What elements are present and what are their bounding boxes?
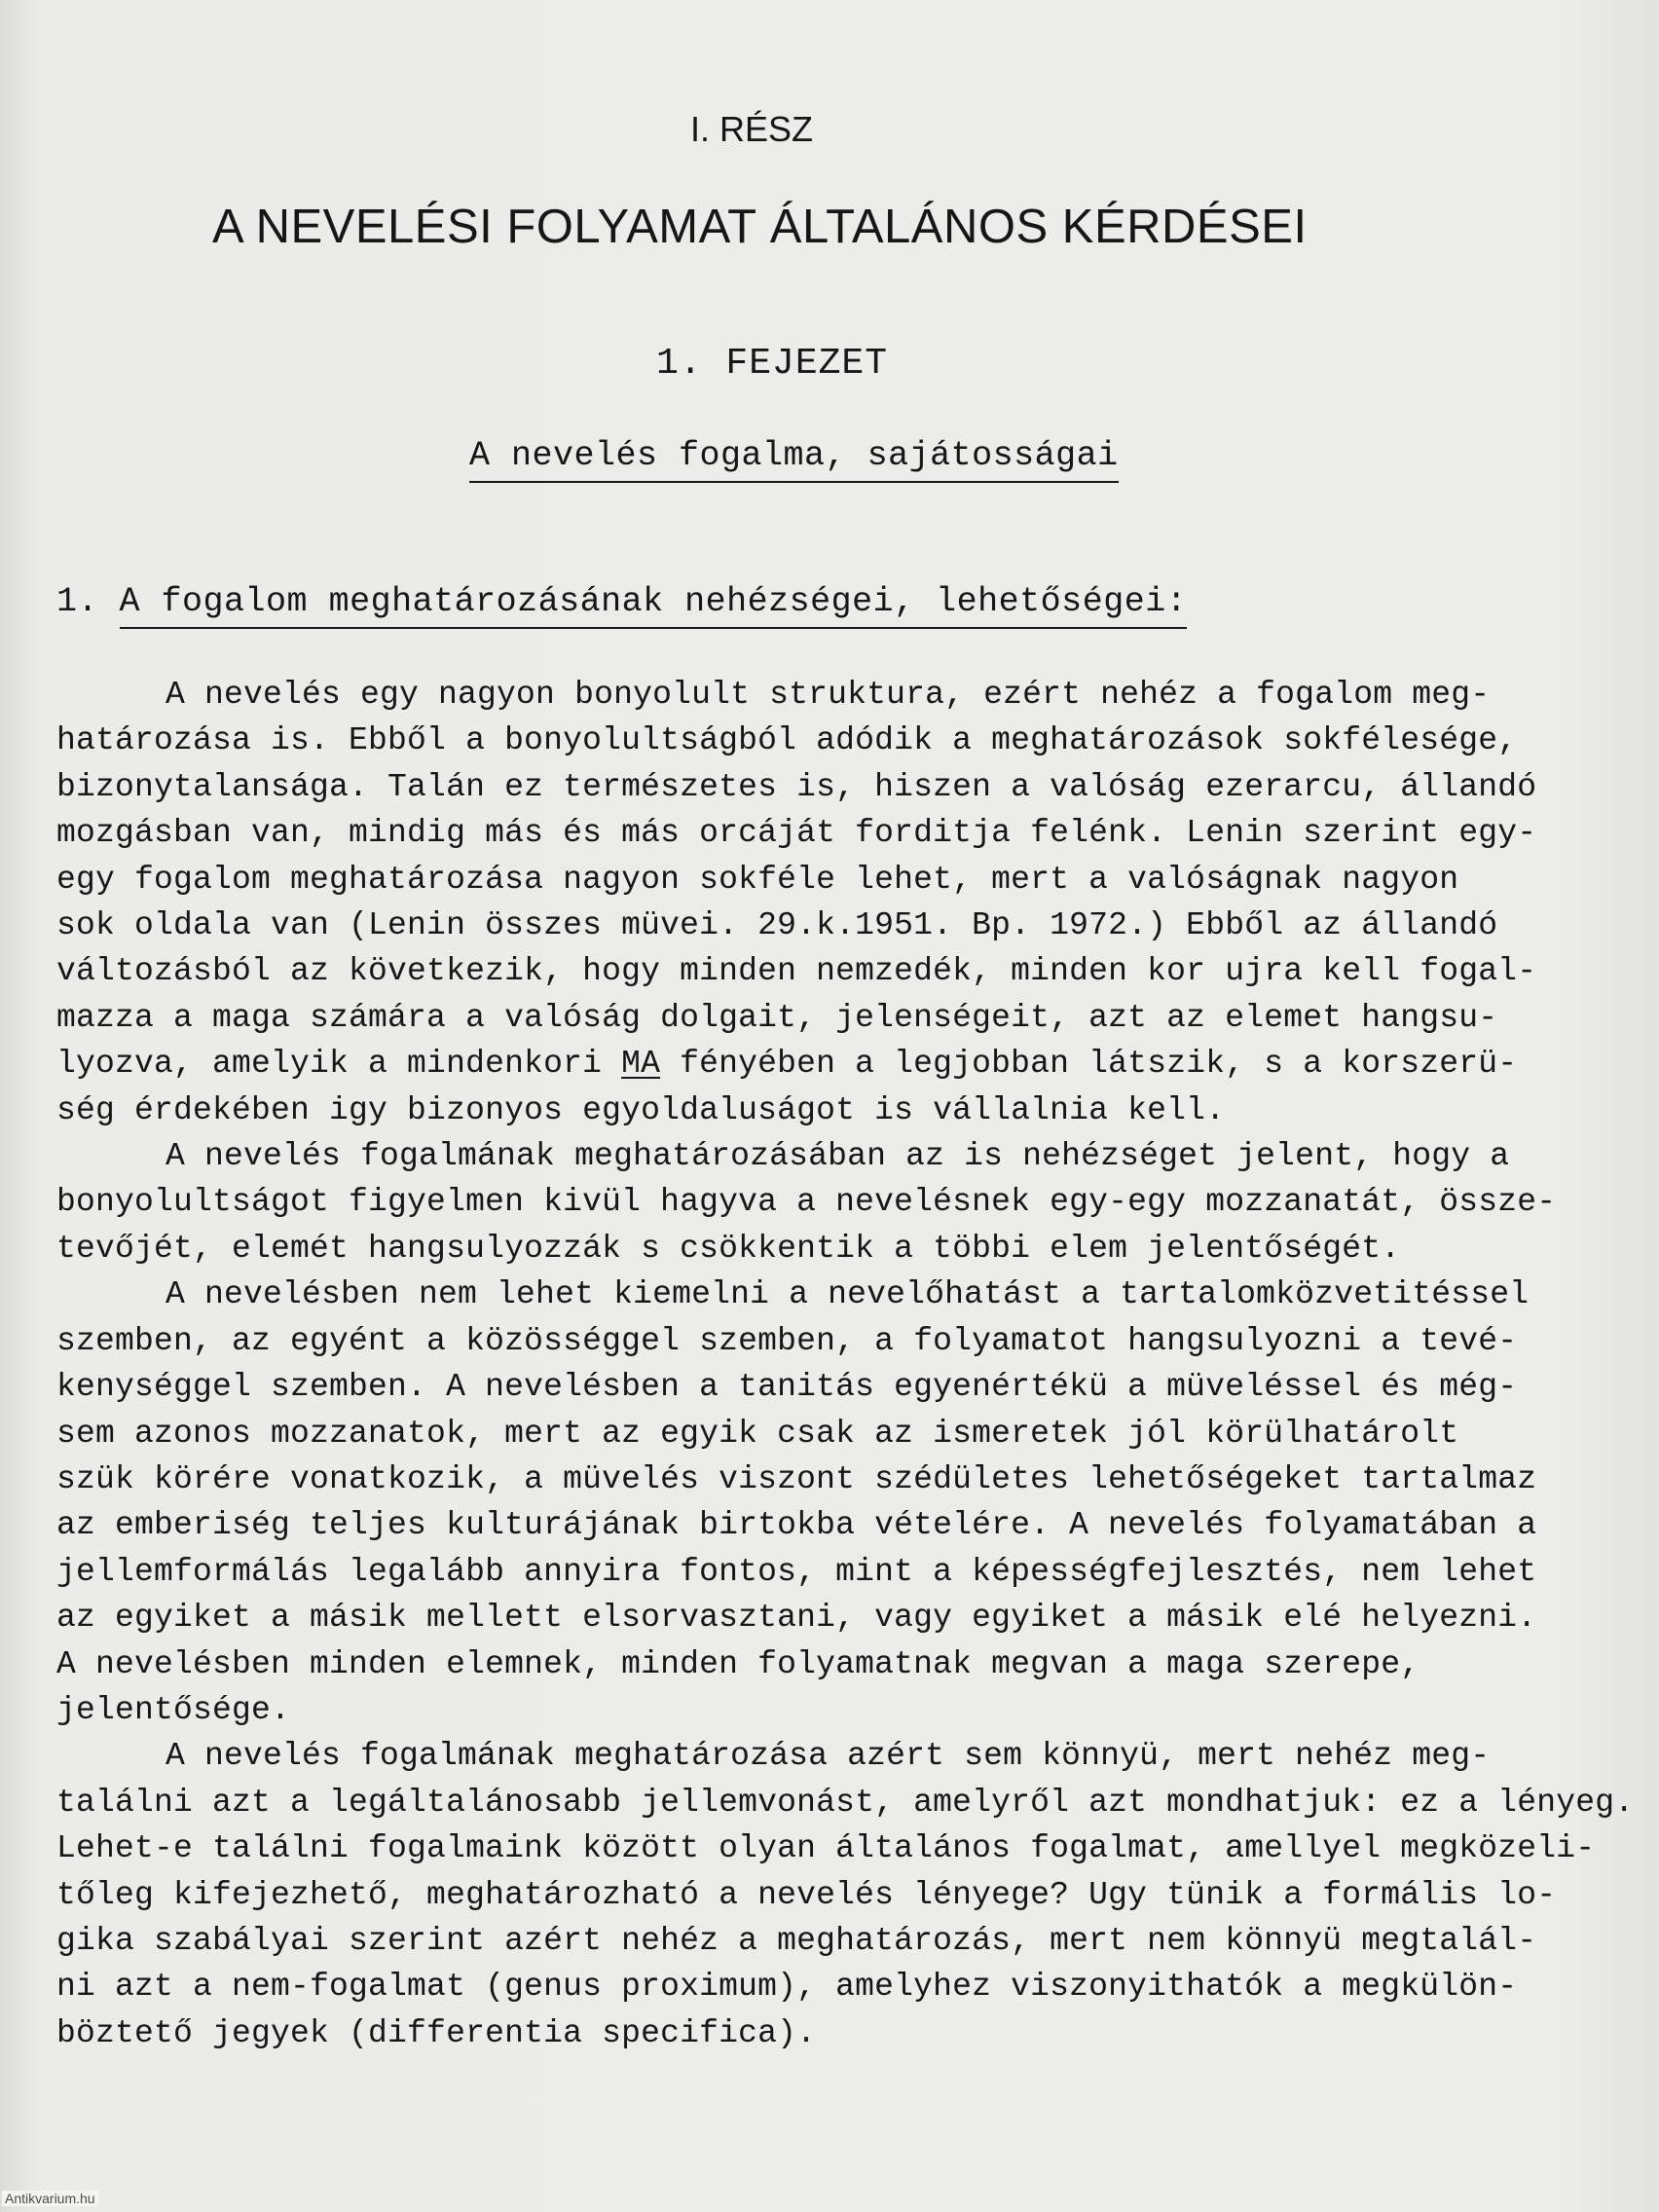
- main-title: A NEVELÉSI FOLYAMAT ÁLTALÁNOS KÉRDÉSEI: [212, 201, 1308, 253]
- text-line: A nevelés fogalmának meghatározásában az is nehézséget jelent, hogy a: [166, 1138, 1510, 1175]
- text-line: tevőjét, elemét hangsulyozzák s csökkentik a többi elem jelentőségét.: [56, 1230, 1401, 1267]
- text-line: mozgásban van, mindig más és más orcáját forditja felénk. Lenin szerint egy-: [56, 815, 1537, 852]
- text-line: határozása is. Ebből a bonyolultságból adódik a meghatározások sokfélesége,: [56, 722, 1518, 759]
- text-line: jellemformálás legalább annyira fontos, mint a képességfejlesztés, nem lehet: [56, 1553, 1537, 1590]
- text-line: az egyiket a másik mellett elsorvasztani, vagy egyiket a másik elé helyezni.: [56, 1600, 1537, 1637]
- text-line: szemben, az egyént a közösséggel szemben, a folyamatot hangsulyozni a tevé-: [56, 1322, 1518, 1359]
- section-title-colon: :: [1165, 582, 1188, 621]
- part-label: I. RÉSZ: [689, 109, 814, 149]
- text-line: kenységgel szemben. A nevelésben a tanitás egyenértékü a müveléssel és még-: [56, 1369, 1518, 1406]
- text-line: A nevelés fogalmának meghatározása azért sem könnyü, mert nehéz meg-: [166, 1738, 1491, 1775]
- text-line: ni azt a nem-fogalmat (genus proximum), amelyhez viszonyithatók a megkülön-: [56, 1969, 1518, 2006]
- text-segment: fényében a legjobban látszik, s a korszerü-: [660, 1046, 1518, 1083]
- text-line: sok oldala van (Lenin összes müvei. 29.k.1951. Bp. 1972.) Ebből az állandó: [56, 907, 1498, 944]
- text-line: bonyolultságot figyelmen kivül hagyva a nevelésnek egy-egy mozzanatát, össze-: [56, 1184, 1557, 1221]
- body-text: [56, 672, 1635, 2056]
- text-line: Lehet-e találni fogalmaink között olyan általános fogalmat, amellyel megközeli-: [56, 1830, 1596, 1867]
- text-line: gika szabályai szerint azért nehéz a meghatározás, mert nem könnyü megtalál-: [56, 1922, 1537, 1959]
- text-line: változásból az következik, hogy minden nemzedék, minden kor ujra kell fogal-: [56, 953, 1537, 990]
- text-line: böztető jegyek (differentia specifica).: [56, 2014, 817, 2051]
- chapter-title: A nevelés fogalma, sajátosságai: [469, 436, 1119, 483]
- chapter-label: 1. FEJEZET: [656, 343, 889, 385]
- text-line: mazza a maga számára a valóság dolgait, jelenségeit, azt az elemet hangsu-: [56, 999, 1498, 1036]
- section-title: A fogalom meghatározásának nehézségei, lehetőségei: [119, 582, 1166, 621]
- text-line: találni azt a legáltalánosabb jellemvonást, amelyről azt mondhatjuk: ez a lényeg.: [56, 1784, 1635, 1821]
- text-line: [56, 1041, 1546, 1087]
- section-number: 1.: [56, 582, 99, 621]
- watermark: Antikvarium.hu: [2, 2191, 98, 2206]
- text-line: szük körére vonatkozik, a müvelés viszont szédületes lehetőségeket tartalmaz: [56, 1460, 1537, 1497]
- text-line: egy fogalom meghatározása nagyon sokféle lehet, mert a valóságnak nagyon: [56, 861, 1459, 898]
- underlined-ma: MA: [621, 1046, 661, 1083]
- text-segment: lyozva, amelyik a mindenkori: [56, 1046, 622, 1083]
- text-line: A nevelésben minden elemnek, minden folyamatnak megvan a maga szerepe,: [56, 1645, 1420, 1682]
- text-line: A nevelésben nem lehet kiemelni a nevelőhatást a tartalomközvetitéssel: [166, 1276, 1530, 1313]
- text-line: bizonytalansága. Talán ez természetes is, hiszen a valóság ezerarcu, állandó: [56, 768, 1537, 805]
- text-line: sem azonos mozzanatok, mert az egyik csak az ismeretek jól körülhatárolt: [56, 1415, 1459, 1452]
- text-line: az emberiség teljes kulturájának birtokba vételére. A nevelés folyamatában a: [56, 1507, 1537, 1544]
- text-line: A nevelés egy nagyon bonyolult struktura, ezért nehéz a fogalom meg-: [166, 677, 1491, 713]
- section-heading: [56, 580, 1187, 623]
- text-line: ség érdekében igy bizonyos egyoldaluságot is vállalnia kell.: [56, 1091, 1226, 1128]
- text-line: jelentősége.: [56, 1691, 291, 1728]
- text-line: tőleg kifejezhető, meghatározható a nevelés lényege? Ugy tünik a formális lo-: [56, 1876, 1557, 1913]
